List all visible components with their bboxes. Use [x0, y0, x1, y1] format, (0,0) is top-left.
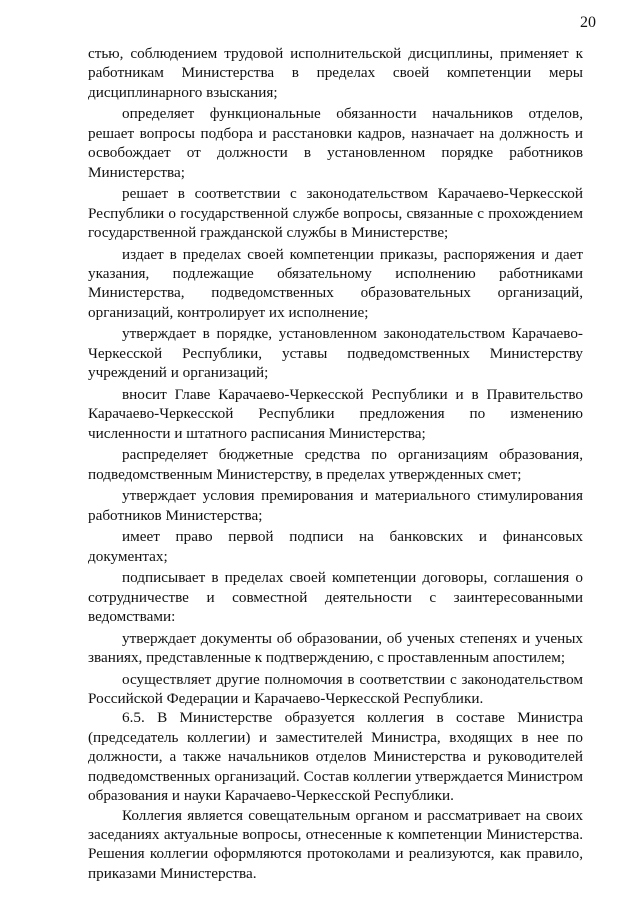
paragraph-7: распределяет бюджетные средства по организациям образования, подведомственным Министерству, в пределах утвержденных смет; — [88, 446, 583, 483]
paragraph-3: решает в соответствии с законодательством Карачаево-Черкесской Республики о государственной службе вопросы, связанные с прохождением государственной гражданской службы в Министерстве; — [88, 185, 583, 242]
paragraph-14: Коллегия является совещательным органом и рассматривает на своих заседаниях актуальные вопросы, отнесенные к компетенции Министерства. Решения коллегии оформляются протоколами и реализуются, как правило, приказами Министерства. — [88, 806, 583, 882]
paragraph-1: стью, соблюдением трудовой исполнительской дисциплины, применяет к работникам Министерства в пределах своей компетенции меры дисциплинарного взыскания; — [88, 45, 583, 101]
paragraph-12: осуществляет другие полномочия в соответствии с законодательством Российской Федерации и Карачаево-Черкесской Республики. — [88, 670, 583, 708]
paragraph-6: вносит Главе Карачаево-Черкесской Республики и в Правительство Карачаево-Черкесской Республики предложения по изменению численности и штатного расписания Министерства; — [88, 385, 583, 442]
paragraph-4: издает в пределах своей компетенции приказы, распоряжения и дает указания, подлежащие обязательному исполнению работниками Министерства, подведомственных образовательных организаций, организаций, контролирует их исполнение; — [88, 245, 583, 321]
paragraph-8: утверждает условия премирования и материального стимулирования работников Министерства; — [88, 487, 583, 524]
paragraph-13: 6.5. В Министерстве образуется коллегия в составе Министра (председатель коллегии) и заместителей Министра, входящих в нее по должности, а также начальников отделов Министерства и руководителей подведомственных организаций. Состав коллегии утверждается Министром образования и науки Карачаево-Черкесской Республики. — [88, 709, 583, 805]
page-number: 20 — [580, 14, 596, 31]
paragraph-2: определяет функциональные обязанности начальников отделов, решает вопросы подбора и расстановки кадров, назначает на должность и освобождает от должности в установленном порядке работников Министерства; — [88, 105, 583, 181]
paragraph-11: утверждает документы об образовании, об ученых степенях и ученых званиях, представленные к подтверждению, с проставленным апостилем; — [88, 629, 583, 667]
document-body — [88, 44, 583, 883]
paragraph-10: подписывает в пределах своей компетенции договоры, соглашения о сотрудничестве и совместной деятельности с заинтересованными ведомствами: — [88, 569, 583, 626]
paragraph-9: имеет право первой подписи на банковских и финансовых документах; — [88, 528, 583, 565]
paragraph-5: утверждает в порядке, установленном законодательством Карачаево-Черкесской Республики, уставы подведомственных Министерству учреждений и организаций; — [88, 325, 583, 382]
